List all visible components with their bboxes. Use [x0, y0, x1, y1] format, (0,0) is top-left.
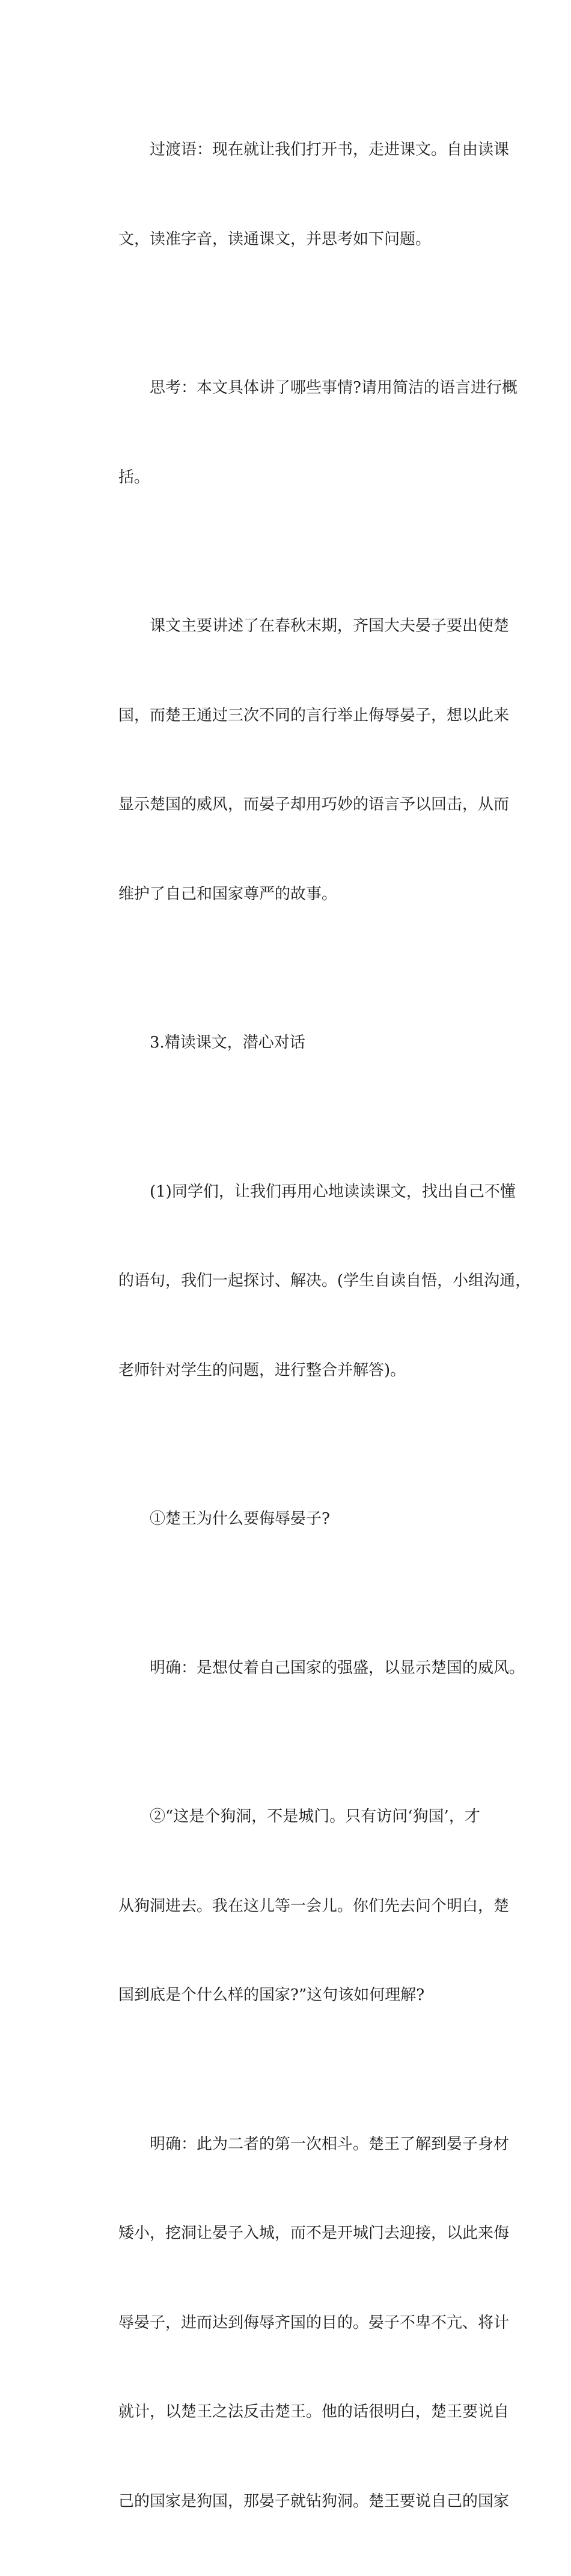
paragraph-transition [87, 76, 486, 314]
text-line: 思考：本文具体讲了哪些事情?请用简洁的语言进行概 [87, 373, 486, 403]
text-line: 课文主要讲述了在春秋末期，齐国大夫晏子要出使楚 [87, 612, 486, 642]
text-line: ②“这是个狗洞，不是城门。只有访问‘狗国’，才 [87, 1802, 486, 1832]
text-line: 己的国家是狗国，那晏子就钻狗洞。楚王要说自己的国家 [87, 2487, 486, 2517]
text-line: 过渡语：现在就让我们打开书，走进课文。自由读课 [87, 135, 486, 165]
paragraph-instruction [87, 1118, 486, 1446]
text-line: 维护了自己和国家尊严的故事。 [87, 880, 486, 910]
text-line: 从狗洞进去。我在这儿等一会儿。你们先去问个明白，楚 [87, 1892, 486, 1922]
question-2 [87, 1743, 486, 2070]
text-line: 的语句，我们一起探讨、解决。(学生自读自悟，小组沟通， [87, 1266, 486, 1296]
answer-2 [87, 2070, 486, 2576]
text-line: (1)同学们，让我们再用心地读读课文，找出自己不懂 [87, 1177, 486, 1207]
question-1 [87, 1445, 486, 1594]
text-line: ①楚王为什么要侮辱晏子? [87, 1504, 486, 1535]
answer-1 [87, 1594, 486, 1743]
text-line: 括。 [87, 463, 486, 493]
paragraph-summary [87, 552, 486, 969]
text-line: 3.精读课文，潜心对话 [87, 1028, 486, 1058]
text-line: 辱晏子，进而达到侮辱齐国的目的。晏子不卑不亢、将计 [87, 2308, 486, 2338]
text-line: 老师针对学生的问题，进行整合并解答)。 [87, 1356, 486, 1386]
text-line: 矮小，挖洞让晏子入城，而不是开城门去迎接，以此来侮 [87, 2219, 486, 2249]
text-line: 明确：是想仗着自己国家的强盛，以显示楚国的威风。 [87, 1654, 486, 1684]
section-heading [87, 969, 486, 1118]
text-line: 明确：此为二者的第一次相斗。楚王了解到晏子身材 [87, 2130, 486, 2160]
text-line: 国到底是个什么样的国家?”这句该如何理解? [87, 1981, 486, 2011]
text-line: 就计，以楚王之法反击楚王。他的话很明白，楚王要说自 [87, 2397, 486, 2427]
text-line: 国，而楚王通过三次不同的言行举止侮辱晏子，想以此来 [87, 701, 486, 731]
text-line: 文，读准字音，读通课文，并思考如下问题。 [87, 225, 486, 255]
paragraph-question [87, 314, 486, 552]
text-line: 显示楚国的威风，而晏子却用巧妙的语言予以回击，从而 [87, 790, 486, 820]
document-page [87, 76, 486, 2576]
